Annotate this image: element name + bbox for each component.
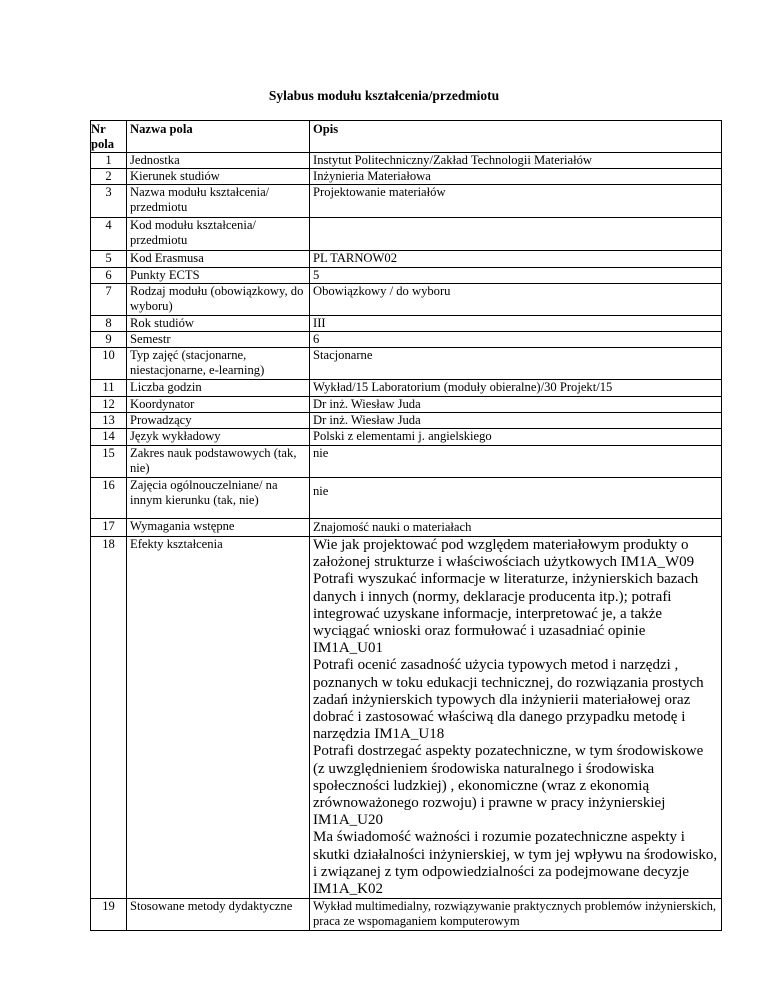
row-number: 8 bbox=[91, 316, 127, 332]
field-name: Język wykładowy bbox=[127, 429, 310, 446]
field-name: Zajęcia ogólnouczelniane/ na innym kierunku (tak, nie) bbox=[127, 478, 310, 519]
field-value: nie bbox=[310, 478, 722, 519]
table-row bbox=[91, 446, 722, 478]
table-row bbox=[91, 316, 722, 332]
table-row bbox=[91, 380, 722, 397]
learning-outcome-item: Potrafi ocenić zasadność użycia typowych metod i narzędzi , poznanych w toku edukacji technicznej, do rozwiązania prostych zadań inżynierskich typowych dla inżynierii materiałowej oraz dobrać i zastosować właściwą dla danego przypadku metodę i narzędzia IM1A_U18 bbox=[313, 657, 704, 743]
field-value: Polski z elementami j. angielskiego bbox=[310, 429, 722, 446]
field-name: Rok studiów bbox=[127, 316, 310, 332]
row-number: 10 bbox=[91, 348, 127, 380]
field-name: Kod Erasmusa bbox=[127, 251, 310, 268]
learning-outcome-item: Ma świadomość ważności i rozumie pozatechniczne aspekty i skutki działalności inżynierskiej, w tym jej wpływu na środowisko, i związanej z tym odpowiedzialności za podejmowane decyzje IM1A_K02 bbox=[313, 829, 718, 898]
table-row bbox=[91, 348, 722, 380]
row-number: 4 bbox=[91, 218, 127, 251]
field-value: Inżynieria Materiałowa bbox=[310, 169, 722, 185]
row-number: 16 bbox=[91, 478, 127, 519]
row-number: 9 bbox=[91, 332, 127, 348]
row-number: 17 bbox=[91, 519, 127, 537]
table-row bbox=[91, 153, 722, 169]
field-name: Rodzaj modułu (obowiązkowy, do wyboru) bbox=[127, 284, 310, 316]
field-value bbox=[310, 218, 722, 251]
learning-outcomes bbox=[310, 537, 722, 899]
table-row bbox=[91, 218, 722, 251]
row-number: 12 bbox=[91, 397, 127, 413]
header-nr: Nr pola bbox=[91, 121, 127, 153]
table-row bbox=[91, 537, 722, 899]
field-value: III bbox=[310, 316, 722, 332]
field-name: Jednostka bbox=[127, 153, 310, 169]
row-number: 15 bbox=[91, 446, 127, 478]
row-number: 7 bbox=[91, 284, 127, 316]
field-value: Znajomość nauki o materiałach bbox=[310, 519, 722, 537]
document-title: Sylabus modułu kształcenia/przedmiotu bbox=[268, 88, 500, 103]
table-row bbox=[91, 185, 722, 218]
row-number: 14 bbox=[91, 429, 127, 446]
learning-outcome-item: Potrafi wyszukać informacje w literaturze, inżynierskich bazach danych i innych (normy, deklaracje producenta itp.); potrafi integrować uzyskane informacje, interpretować je, a także wyciągać wnioski oraz formułować i uzasadniać opinie IM1A_U01 bbox=[313, 571, 699, 657]
learning-outcome-item: Potrafi dostrzegać aspekty pozatechniczne, w tym środowiskowe (z uwzględnieniem środowiska naturalnego i środowiska społeczności ludzkiej) , ekonomiczne (wraz z ekonomią zrównoważonego rozwoju) i prawne w pracy inżynierskiej IM1A_U20 bbox=[313, 743, 704, 829]
field-name: Kierunek studiów bbox=[127, 169, 310, 185]
field-value: Dr inż. Wiesław Juda bbox=[310, 413, 722, 429]
field-name: Semestr bbox=[127, 332, 310, 348]
table-row bbox=[91, 169, 722, 185]
table-row bbox=[91, 429, 722, 446]
field-value: Dr inż. Wiesław Juda bbox=[310, 397, 722, 413]
field-value: PL TARNOW02 bbox=[310, 251, 722, 268]
row-number: 5 bbox=[91, 251, 127, 268]
field-value: 6 bbox=[310, 332, 722, 348]
field-name: Punkty ECTS bbox=[127, 268, 310, 284]
header-description: Opis bbox=[310, 121, 722, 153]
table-row bbox=[91, 332, 722, 348]
field-value: nie bbox=[310, 446, 722, 478]
row-number: 19 bbox=[91, 899, 127, 931]
row-number: 1 bbox=[91, 153, 127, 169]
field-name: Wymagania wstępne bbox=[127, 519, 310, 537]
field-value: Projektowanie materiałów bbox=[310, 185, 722, 218]
field-value: Instytut Politechniczny/Zakład Technologii Materiałów bbox=[310, 153, 722, 169]
field-name: Prowadzący bbox=[127, 413, 310, 429]
field-value: Obowiązkowy / do wyboru bbox=[310, 284, 722, 316]
field-name: Stosowane metody dydaktyczne bbox=[127, 899, 310, 931]
field-value: 5 bbox=[310, 268, 722, 284]
table-header-row bbox=[91, 121, 722, 153]
row-number: 18 bbox=[91, 537, 127, 899]
field-value: Stacjonarne bbox=[310, 348, 722, 380]
field-value: Wykład multimedialny, rozwiązywanie praktycznych problemów inżynierskich, praca ze wspomaganiem komputerowym bbox=[310, 899, 722, 931]
row-number: 6 bbox=[91, 268, 127, 284]
field-name: Zakres nauk podstawowych (tak, nie) bbox=[127, 446, 310, 478]
row-number: 2 bbox=[91, 169, 127, 185]
header-field-name: Nazwa pola bbox=[127, 121, 310, 153]
field-name: Efekty kształcenia bbox=[127, 537, 310, 899]
table-row bbox=[91, 413, 722, 429]
row-number: 3 bbox=[91, 185, 127, 218]
table-row bbox=[91, 519, 722, 537]
field-name: Kod modułu kształcenia/ przedmiotu bbox=[127, 218, 310, 251]
row-number: 11 bbox=[91, 380, 127, 397]
table-row bbox=[91, 899, 722, 931]
table-row bbox=[91, 268, 722, 284]
table-row bbox=[91, 284, 722, 316]
field-value: Wykład/15 Laboratorium (moduły obieralne)/30 Projekt/15 bbox=[310, 380, 722, 397]
table-row bbox=[91, 251, 722, 268]
field-name: Typ zajęć (stacjonarne, niestacjonarne, e-learning) bbox=[127, 348, 310, 380]
field-name: Koordynator bbox=[127, 397, 310, 413]
learning-outcome-item: Wie jak projektować pod względem materiałowym produkty o założonej strukturze i właściwościach użytkowych IM1A_W09 bbox=[313, 537, 695, 571]
table-row bbox=[91, 397, 722, 413]
field-name: Liczba godzin bbox=[127, 380, 310, 397]
table-row bbox=[91, 478, 722, 519]
field-name: Nazwa modułu kształcenia/ przedmiotu bbox=[127, 185, 310, 218]
syllabus-table bbox=[90, 120, 722, 931]
row-number: 13 bbox=[91, 413, 127, 429]
